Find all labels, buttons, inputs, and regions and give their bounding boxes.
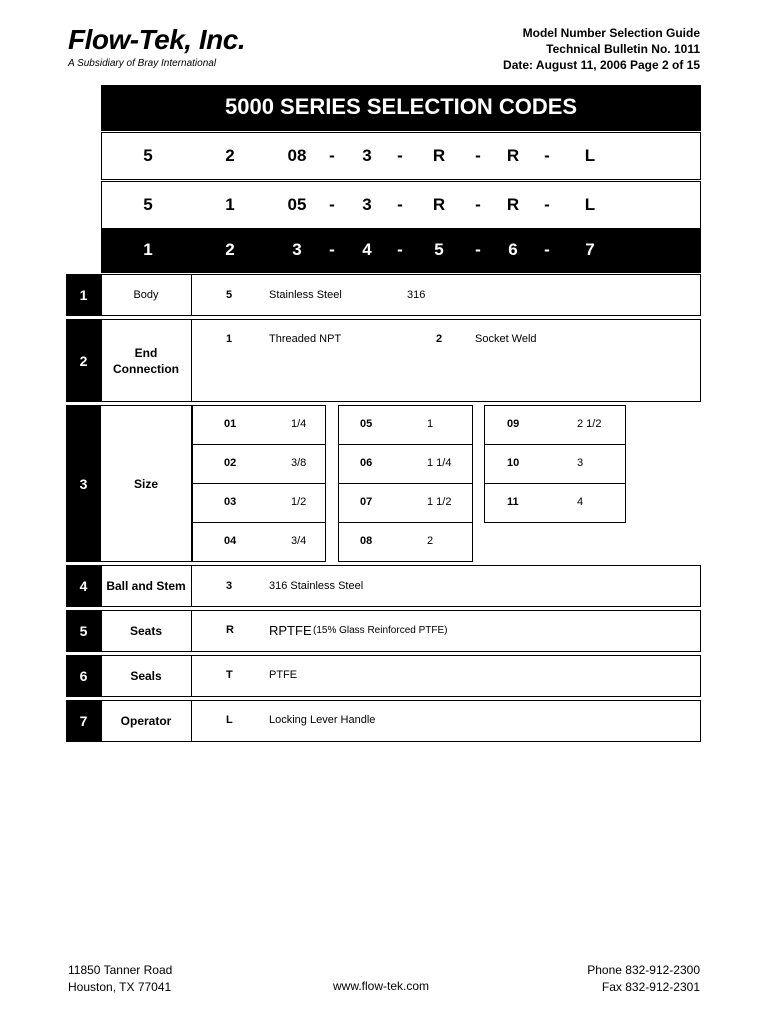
code-char: 05 bbox=[287, 195, 307, 214]
section-number-1 bbox=[66, 274, 101, 316]
ball-desc: 316 Stainless Steel bbox=[269, 580, 364, 592]
size-cell bbox=[192, 444, 326, 484]
size-value: 4 bbox=[577, 496, 584, 508]
footer-fax: Fax 832-912-2301 bbox=[601, 980, 700, 994]
section-label-seats: Seats bbox=[101, 610, 192, 652]
code-char: - bbox=[397, 195, 403, 214]
code-char: - bbox=[475, 146, 481, 165]
selection-codes-banner bbox=[101, 85, 701, 131]
code-char: - bbox=[329, 195, 335, 214]
section-number-text: 4 bbox=[79, 578, 88, 594]
operator-code: L bbox=[226, 714, 233, 726]
section-number-5 bbox=[66, 610, 101, 652]
ball-code: 3 bbox=[226, 580, 233, 592]
size-cell bbox=[338, 444, 473, 484]
section-label-operator: Operator bbox=[101, 700, 192, 742]
code-char: R bbox=[432, 195, 446, 214]
code-char: L bbox=[584, 146, 596, 165]
bulletin-number: Technical Bulletin No. 1011 bbox=[546, 42, 700, 56]
code-char: - bbox=[544, 195, 550, 214]
size-cell bbox=[338, 483, 473, 523]
size-value: 1/2 bbox=[291, 496, 307, 508]
code-char: 08 bbox=[287, 146, 307, 165]
seats-desc: RPTFE bbox=[269, 623, 312, 638]
footer-phone: Phone 832-912-2300 bbox=[587, 963, 700, 977]
section-number-text: 6 bbox=[79, 668, 88, 684]
position-number: - bbox=[544, 240, 550, 259]
seals-code: T bbox=[226, 669, 233, 681]
size-code: 02 bbox=[224, 457, 237, 469]
code-char: 3 bbox=[362, 146, 372, 165]
seats-desc-note: (15% Glass Reinforced PTFE) bbox=[313, 625, 448, 636]
section-number-text: 1 bbox=[79, 287, 88, 303]
size-cell bbox=[484, 444, 626, 484]
section-number-3 bbox=[66, 405, 101, 562]
size-code: 06 bbox=[360, 457, 373, 469]
body-grade: 316 bbox=[407, 289, 426, 301]
size-value: 3 bbox=[577, 457, 584, 469]
end-opt2-code: 2 bbox=[436, 333, 443, 345]
code-char: 5 bbox=[143, 195, 153, 214]
code-char: R bbox=[506, 146, 520, 165]
section-label-ball-stem: Ball and Stem bbox=[101, 565, 192, 607]
doc-date-page: Date: August 11, 2006 Page 2 of 15 bbox=[503, 58, 700, 72]
section-number-text: 5 bbox=[79, 623, 88, 639]
code-char: - bbox=[329, 146, 335, 165]
body-desc: Stainless Steel bbox=[269, 289, 342, 301]
position-number: 7 bbox=[585, 240, 595, 259]
section-label-end-connection: End Connection bbox=[101, 319, 192, 402]
end-opt1-code: 1 bbox=[226, 333, 233, 345]
position-number: - bbox=[475, 240, 481, 259]
size-cell bbox=[192, 483, 326, 523]
end-opt1-desc: Threaded NPT bbox=[269, 333, 342, 345]
position-number: 2 bbox=[225, 240, 235, 259]
code-char: - bbox=[475, 195, 481, 214]
position-number: - bbox=[329, 240, 335, 259]
size-cell bbox=[192, 405, 326, 445]
size-value: 2 bbox=[427, 535, 434, 547]
size-cell bbox=[192, 522, 326, 562]
size-cell bbox=[338, 522, 473, 562]
size-code: 10 bbox=[507, 457, 520, 469]
code-char: R bbox=[432, 146, 446, 165]
size-value: 1 1/2 bbox=[427, 496, 452, 508]
section-number-2 bbox=[66, 319, 101, 402]
footer-address-line2: Houston, TX 77041 bbox=[68, 980, 172, 994]
seals-desc: PTFE bbox=[269, 669, 298, 681]
position-number: 3 bbox=[292, 240, 302, 259]
size-value: 3/8 bbox=[291, 457, 307, 469]
size-code: 01 bbox=[224, 418, 237, 430]
position-number: 5 bbox=[434, 240, 444, 259]
size-code: 09 bbox=[507, 418, 520, 430]
size-code: 07 bbox=[360, 496, 373, 508]
code-char: - bbox=[544, 146, 550, 165]
code-char: - bbox=[397, 146, 403, 165]
code-char: 3 bbox=[362, 195, 372, 214]
size-code: 03 bbox=[224, 496, 237, 508]
code-char: R bbox=[506, 195, 520, 214]
section-number-text: 7 bbox=[79, 713, 88, 729]
size-value: 1/4 bbox=[291, 418, 307, 430]
size-code: 11 bbox=[507, 496, 519, 508]
size-value: 2 1/2 bbox=[577, 418, 602, 430]
size-value: 1 1/4 bbox=[427, 457, 452, 469]
section-number-4 bbox=[66, 565, 101, 607]
section-number-6 bbox=[66, 655, 101, 697]
position-number: 4 bbox=[362, 240, 372, 259]
section-number-text: 2 bbox=[79, 352, 88, 369]
example-code-row bbox=[101, 132, 701, 180]
size-value: 3/4 bbox=[291, 535, 307, 547]
size-cell bbox=[484, 483, 626, 523]
position-number: 1 bbox=[143, 240, 153, 259]
footer-website-link[interactable]: www.flow-tek.com bbox=[333, 979, 430, 993]
position-number: - bbox=[397, 240, 403, 259]
end-opt2-desc: Socket Weld bbox=[475, 333, 537, 345]
seats-code: R bbox=[226, 624, 234, 636]
size-code: 08 bbox=[360, 535, 373, 547]
code-char: L bbox=[584, 195, 596, 214]
footer-address-line1: 11850 Tanner Road bbox=[68, 963, 173, 977]
body-code: 5 bbox=[226, 289, 233, 301]
section-label-seals: Seals bbox=[101, 655, 192, 697]
size-code: 04 bbox=[224, 535, 237, 547]
size-value: 1 bbox=[427, 418, 434, 430]
code-char: 1 bbox=[225, 195, 235, 214]
size-code: 05 bbox=[360, 418, 373, 430]
company-subsidiary: A Subsidiary of Bray International bbox=[68, 58, 217, 69]
doc-title: Model Number Selection Guide bbox=[522, 26, 700, 40]
position-number-row bbox=[102, 228, 700, 272]
section-label-body: Body bbox=[101, 274, 192, 316]
position-number: 6 bbox=[508, 240, 518, 259]
model-code-box bbox=[101, 181, 701, 273]
size-cell bbox=[338, 405, 473, 445]
operator-desc: Locking Lever Handle bbox=[269, 714, 376, 726]
code-char: 5 bbox=[143, 146, 153, 165]
banner-title: 5000 SERIES SELECTION CODES bbox=[225, 94, 578, 119]
company-logo-text: Flow-Tek, Inc. bbox=[68, 24, 246, 55]
model-code-row bbox=[102, 182, 700, 228]
size-cell bbox=[484, 405, 626, 445]
code-char: 2 bbox=[225, 146, 235, 165]
section-number-text: 3 bbox=[79, 475, 88, 492]
section-label-size: Size bbox=[101, 405, 192, 562]
section-number-7 bbox=[66, 700, 101, 742]
